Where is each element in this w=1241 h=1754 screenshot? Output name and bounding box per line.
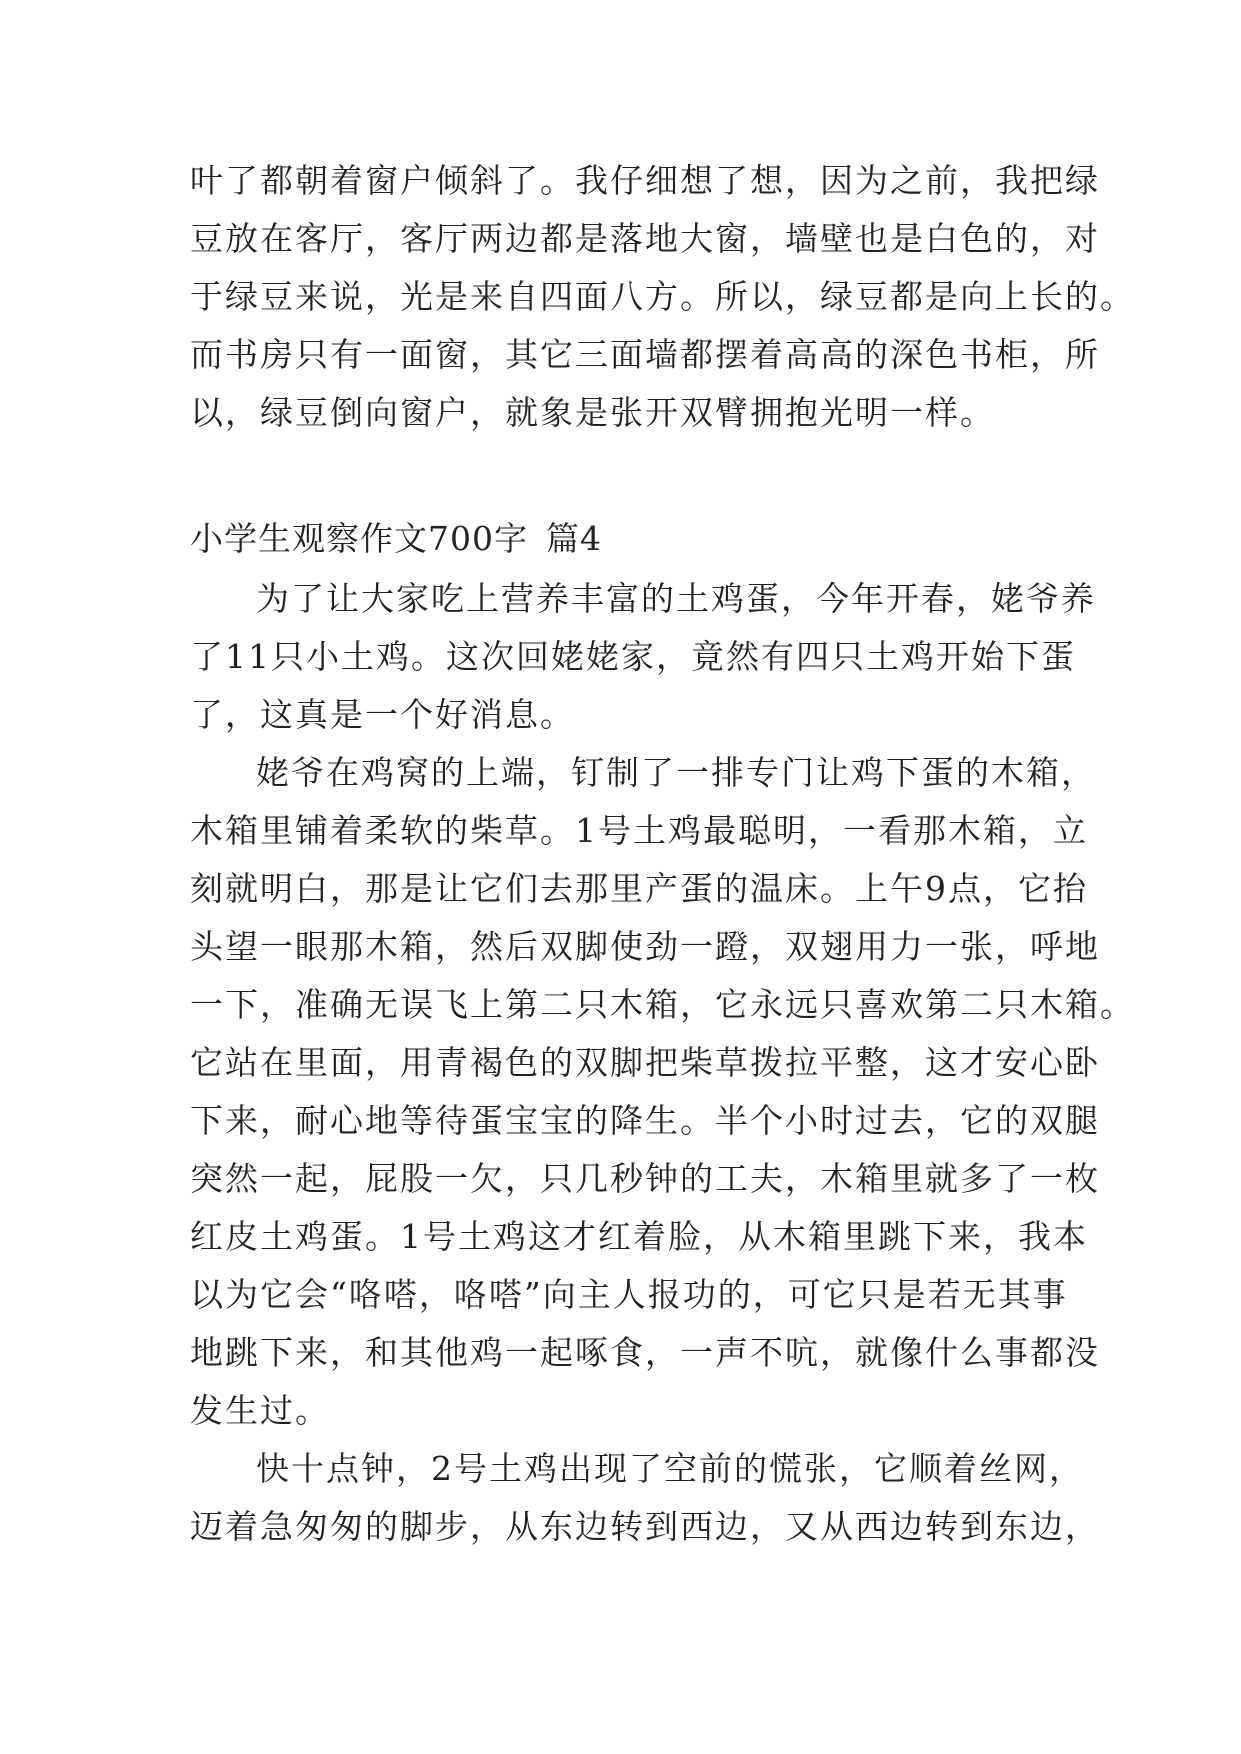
text-line: 头望一眼那木箱，然后双脚使劲一蹬，双翅用力一张，呼地: [190, 927, 1100, 966]
text-line: 刻就明白，那是让它们去那里产蛋的温床。上午9点，它抬: [190, 869, 1088, 908]
text-line: 一下，准确无误飞上第二只木箱，它永远只喜欢第二只木箱。: [190, 985, 1135, 1024]
text-line: 以，绿豆倒向窗户，就象是张开双臂拥抱光明一样。: [190, 393, 995, 432]
text-line: 为了让大家吃上营养丰富的土鸡蛋，今年开春，姥爷养: [256, 579, 1096, 618]
text-line: 于绿豆来说，光是来自四面八方。所以，绿豆都是向上长的。: [190, 277, 1135, 316]
text-line: 它站在里面，用青褐色的双脚把柴草拨拉平整，这才安心卧: [190, 1043, 1100, 1082]
section-heading: [190, 510, 602, 568]
text-line: 以为它会“咯嗒，咯嗒”向主人报功的，可它只是若无其事: [190, 1275, 1068, 1314]
text-line: 木箱里铺着柔软的柴草。1号土鸡最聪明，一看那木箱，立: [190, 811, 1088, 850]
text-line: 快十点钟，2号土鸡出现了空前的慌张，它顺着丝网，: [256, 1449, 1084, 1488]
paragraph-2: [190, 744, 1135, 1440]
prev-section-text: [190, 152, 1135, 442]
text-line: 姥爷在鸡窝的上端，钉制了一排专门让鸡下蛋的木箱，: [256, 753, 1096, 792]
text-line: 下来，耐心地等待蛋宝宝的降生。半个小时过去，它的双腿: [190, 1101, 1100, 1140]
text-line: 突然一起，屁股一欠，只几秒钟的工夫，木箱里就多了一枚: [190, 1159, 1100, 1198]
text-line: 地跳下来，和其他鸡一起啄食，一声不吭，就像什么事都没: [190, 1333, 1100, 1372]
text-line: 豆放在客厅，客厅两边都是落地大窗，墙壁也是白色的，对: [190, 219, 1100, 258]
text-line: 而书房只有一面窗，其它三面墙都摆着高高的深色书柜，所: [190, 335, 1100, 374]
text-line: 迈着急匆匆的脚步，从东边转到西边，又从西边转到东边，: [190, 1507, 1100, 1546]
paragraph-3: [190, 1440, 1100, 1556]
paragraph-1: [190, 570, 1096, 744]
section-number: 篇4: [546, 519, 602, 558]
text-line: 发生过。: [190, 1391, 330, 1430]
text-line: 了，这真是一个好消息。: [190, 695, 575, 734]
text-line: 叶了都朝着窗户倾斜了。我仔细想了想，因为之前，我把绿: [190, 161, 1100, 200]
text-line: 红皮土鸡蛋。1号土鸡这才红着脸，从木箱里跳下来，我本: [190, 1217, 1088, 1256]
text-line: 了11只小土鸡。这次回姥姥家，竟然有四只土鸡开始下蛋: [190, 637, 1076, 676]
section-title: 小学生观察作文700字: [190, 519, 528, 558]
